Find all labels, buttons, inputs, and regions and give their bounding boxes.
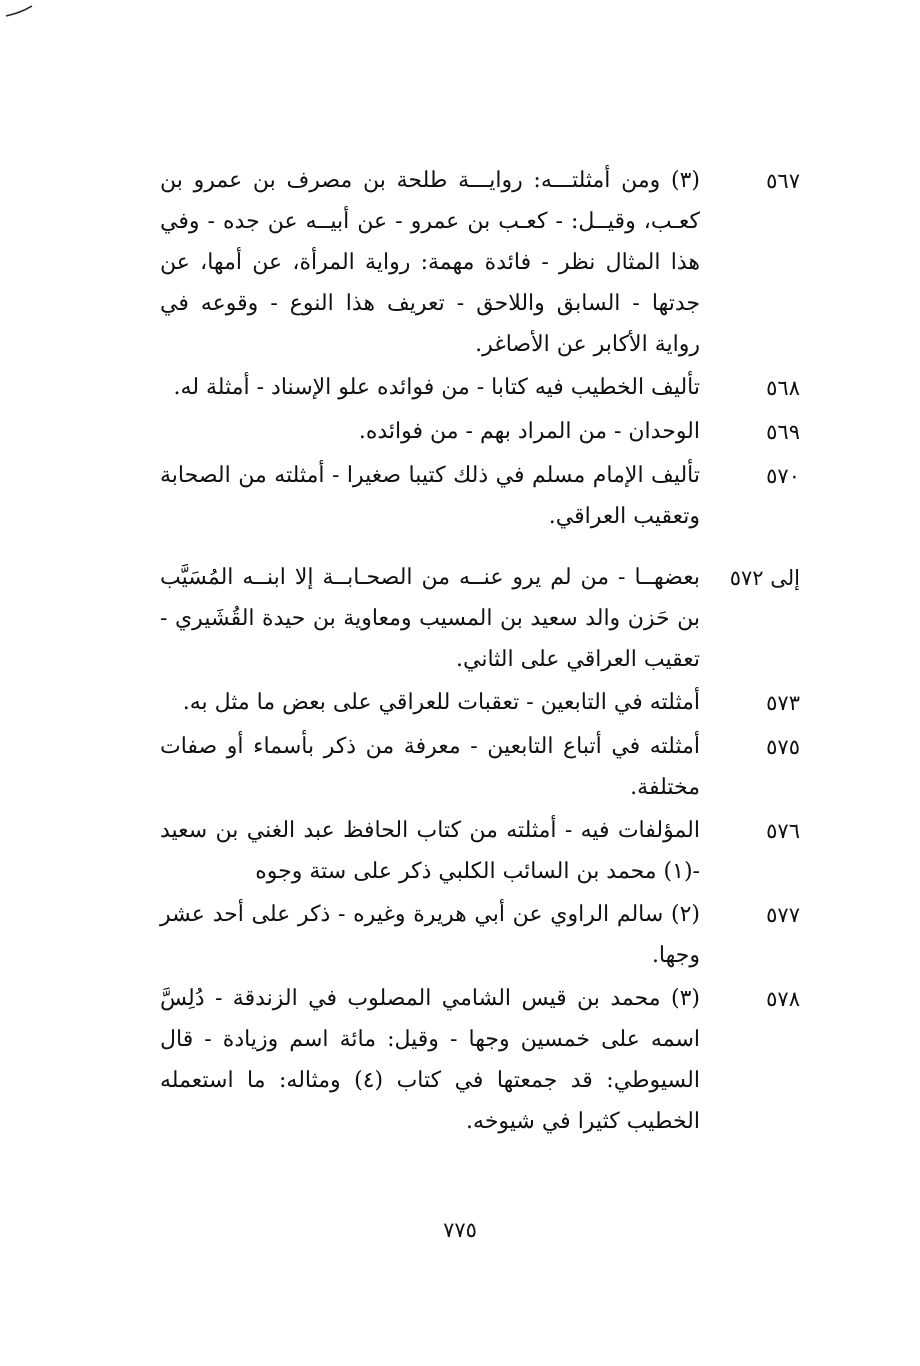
entry-text: الوحدان - من المراد بهم - من فوائده. <box>358 419 700 444</box>
index-entry <box>100 810 800 892</box>
entry-number: ٥٧٣ <box>766 691 800 715</box>
entry-text: (٣) محمد بن قيس الشامي المصلوب في الزندقة - دُلِسَّ اسمه على خمسين وجها - وقيل: مائة اسم وزيادة - قال السيوطي: قد جمعتها في كتاب (٤) ومثاله: ما استعمله الخطيب كثيرا في شيوخه. <box>160 986 700 1134</box>
entry-text: (٣) ومن أمثلتـــه: روايـــة طلحة بن مصرف بن عمرو بن كعـب، وقيــل: - كعـب بن عمرو - عن أبيــه عن جده - وفي هذا المثال نظر - فائدة مهمة: رواية المرأة، عن أمها، عن جدتها - السابق واللاحق - تعريف هذا النوع - وقوعه في رواية الأكابر عن الأصاغر. <box>160 168 700 357</box>
entry-text: أمثلته في التابعين - تعقبات للعراقي على بعض ما مثل به. <box>182 690 700 715</box>
entry-number: ٥٧٠ <box>766 464 800 488</box>
entry-number: ٥٦٨ <box>766 376 800 400</box>
corner-pen-mark <box>4 2 34 22</box>
entry-number: ٥٦٧ <box>766 169 800 193</box>
entry-text: تأليف الخطيب فيه كتابا - من فوائده علو الإسناد - أمثلة له. <box>173 375 700 400</box>
index-entry <box>100 726 800 808</box>
index-entry <box>100 682 800 724</box>
index-entry <box>100 455 800 537</box>
index-entry <box>100 978 800 1142</box>
entry-text: أمثلته في أتباع التابعين - معرفة من ذكر بأسماء أو صفات مختلفة. <box>160 734 700 800</box>
index-entry <box>100 557 800 680</box>
page-number: ٧٧٥ <box>443 1218 477 1242</box>
entry-text: تأليف الإمام مسلم في ذلك كتيبا صغيرا - أمثلته من الصحابة وتعقيب العراقي. <box>160 463 700 529</box>
entry-number: إلى ٥٧٢ <box>729 566 800 590</box>
entry-number: ٥٧٦ <box>766 819 800 843</box>
entry-text: بعضهــا - من لم يرو عنــه من الصحـابــة إلا ابنــه المُسَيَّب بن حَزن والد سعيد بن المسيب ومعاوية بن حيدة القُشَيري - تعقيب العراقي على الثاني. <box>160 565 700 672</box>
entry-text: (٢) سالم الراوي عن أبي هريرة وغيره - ذكر على أحد عشر وجها. <box>160 902 700 968</box>
entry-text: المؤلفات فيه - أمثلته من كتاب الحافظ عبد الغني بن سعيد -(١) محمد بن السائب الكلبي ذكر على ستة وجوه <box>160 818 700 884</box>
index-entry <box>100 160 800 365</box>
index-list <box>100 160 800 1144</box>
entry-number: ٥٧٨ <box>766 987 800 1011</box>
entry-number: ٥٧٧ <box>766 903 800 927</box>
index-entry <box>100 367 800 409</box>
index-entry <box>100 894 800 976</box>
entry-number: ٥٧٥ <box>766 735 800 759</box>
index-entry <box>100 411 800 453</box>
entry-number: ٥٦٩ <box>766 420 800 444</box>
